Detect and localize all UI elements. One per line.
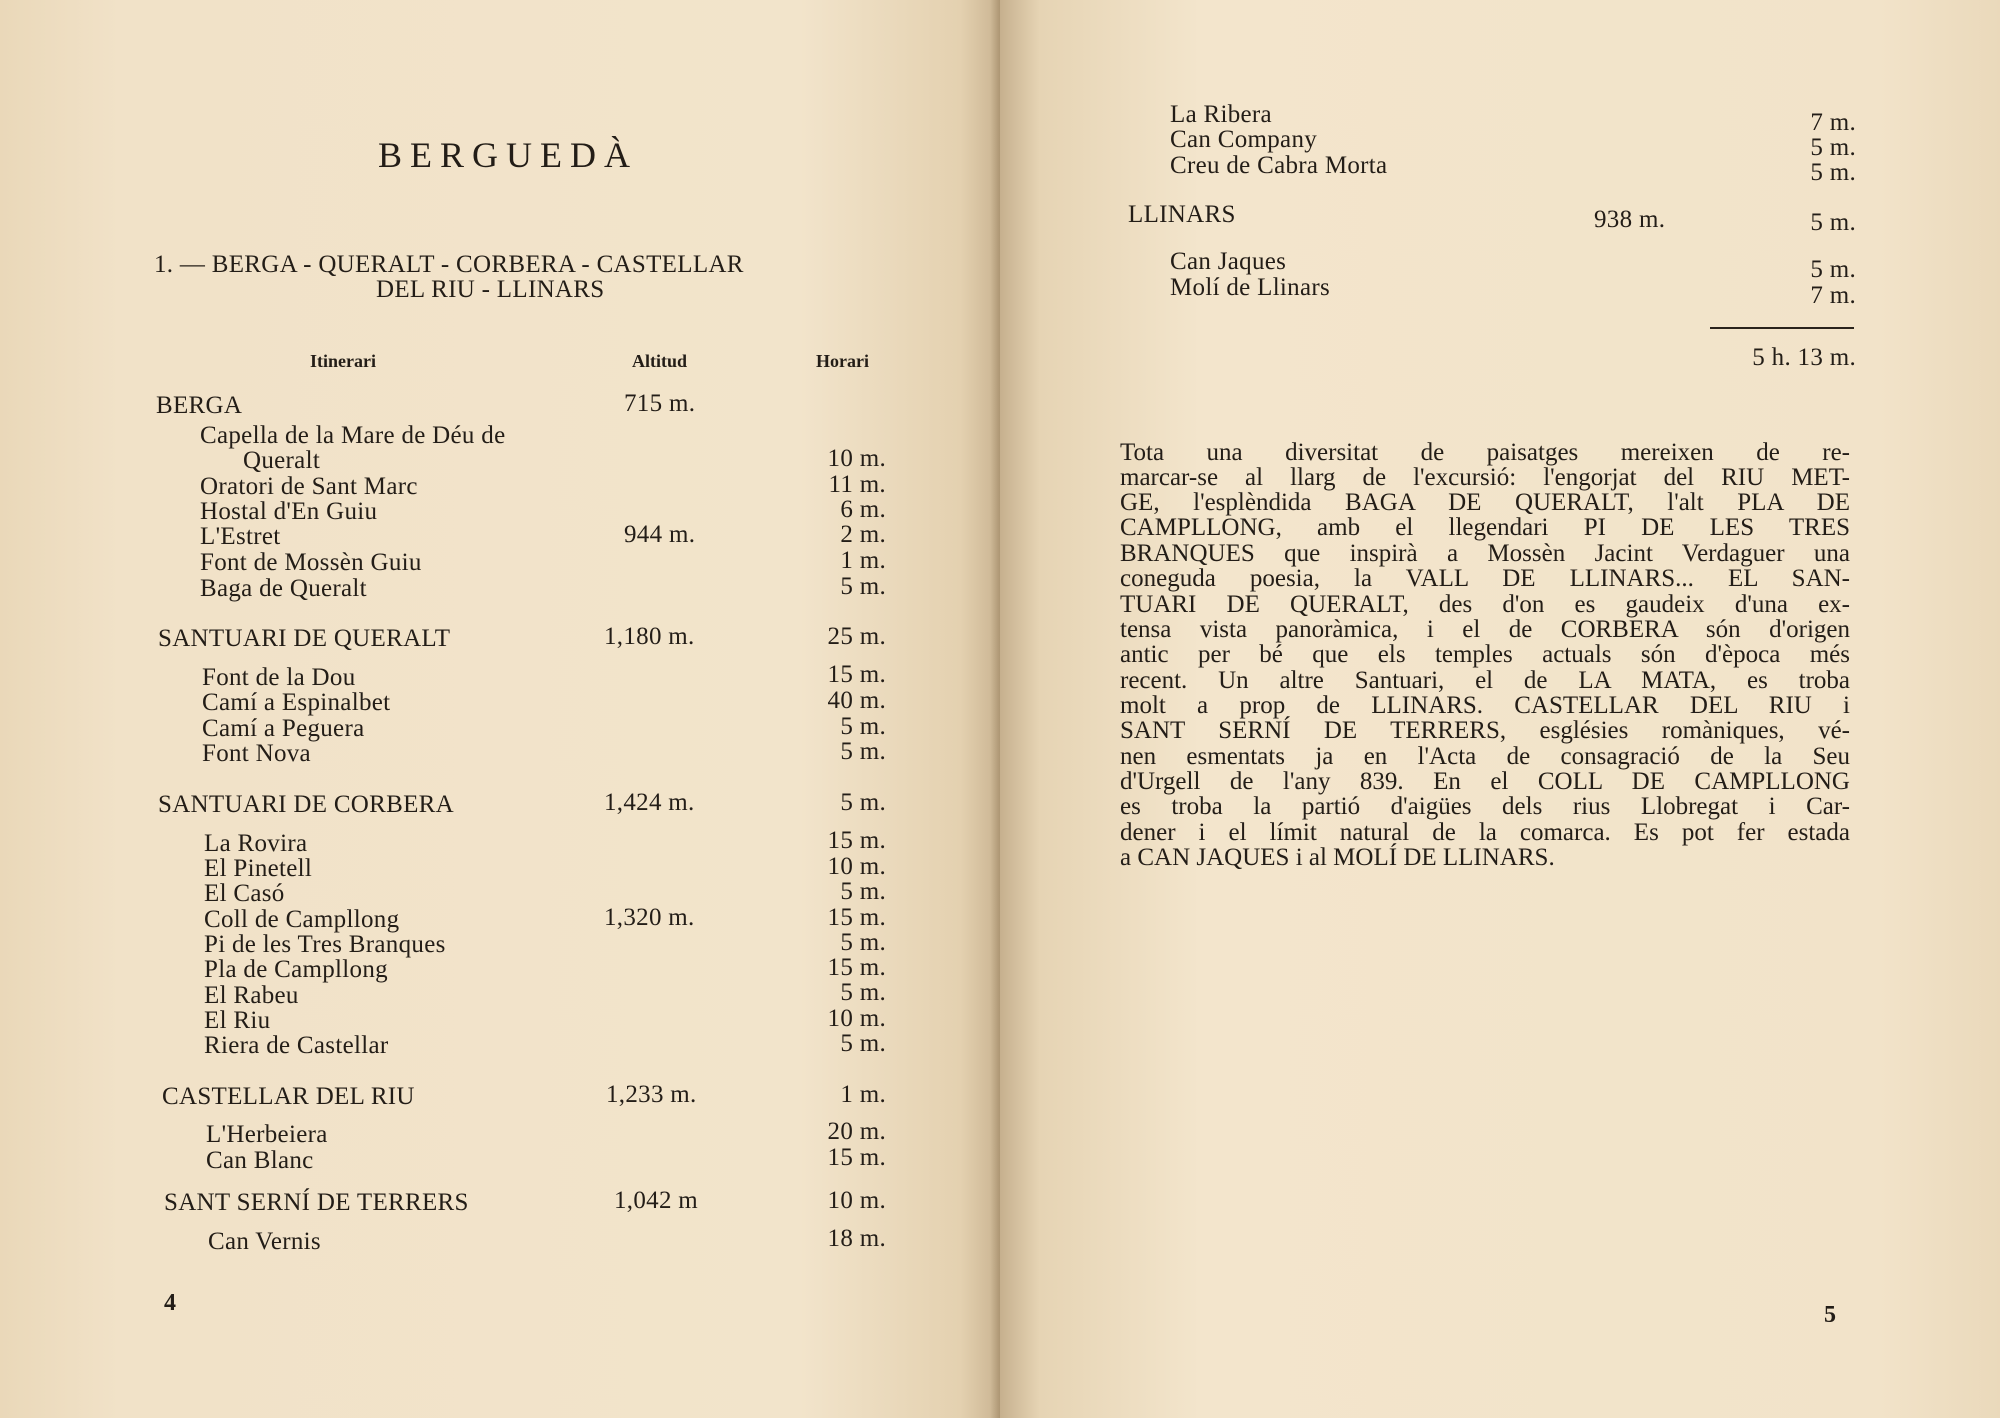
route-title-line-2: DEL RIU - LLINARS (376, 276, 605, 303)
table-row-place: Capella de la Mare de Déu de (200, 422, 506, 449)
paragraph-line: BRANQUES que inspirà a Mossèn Jacint Verdaguer una (1120, 540, 1850, 567)
table-row-place: La Rovira (204, 830, 308, 857)
table-row-time: 5 m. (1810, 159, 1856, 186)
column-header-itinerary: Itinerari (310, 351, 376, 371)
paragraph-line: recent. Un altre Santuari, el de LA MATA, es troba (1120, 667, 1850, 694)
table-row-time: 7 m. (1810, 109, 1856, 136)
table-row-place: Pla de Campllong (204, 956, 388, 983)
table-row-time: 15 m. (827, 904, 886, 931)
table-row-time: 5 m. (1810, 256, 1856, 283)
table-row-time: 5 m. (840, 1030, 886, 1057)
paragraph-line: Tota una diversitat de paisatges mereixen de re- (1120, 439, 1850, 466)
table-row-altitude: 1,180 m. (604, 623, 695, 650)
table-row-time: 1 m. (840, 1081, 886, 1108)
table-row-time: 20 m. (827, 1118, 886, 1145)
table-row-time: 5 m. (840, 979, 886, 1006)
table-row-place: Hostal d'En Guiu (200, 498, 378, 525)
table-row-altitude: 1,233 m. (606, 1081, 697, 1108)
column-header-schedule: Horari (816, 351, 869, 371)
table-row-time: 15 m. (827, 827, 886, 854)
table-row-time: 5 m. (1810, 209, 1856, 236)
table-row-place: Coll de Campllong (204, 906, 400, 933)
table-row-time: 18 m. (827, 1225, 886, 1252)
table-row-place: Creu de Cabra Morta (1170, 152, 1388, 179)
table-row-place: El Rabeu (204, 982, 299, 1009)
table-row-place: LLINARS (1128, 201, 1236, 228)
paragraph-line: TUARI DE QUERALT, des d'on es gaudeix d'una ex- (1120, 591, 1850, 618)
paragraph-line: nen esmentats ja en l'Acta de consagració de la Seu (1120, 743, 1850, 770)
table-row-place: BERGA (156, 392, 243, 419)
table-row-place: Can Company (1170, 126, 1318, 153)
paragraph-line: coneguda poesia, la VALL DE LLINARS... EL SAN- (1120, 565, 1850, 592)
paragraph-line: dener i el límit natural de la comarca. Es pot fer estada (1120, 819, 1850, 846)
table-row-place: La Ribera (1170, 101, 1272, 128)
page-number: 4 (164, 1290, 176, 1316)
table-row-time: 10 m. (827, 853, 886, 880)
table-row-time: 5 m. (840, 929, 886, 956)
paragraph-line: antic per bé que els temples actuals són d'època més (1120, 641, 1850, 668)
table-row-altitude: 1,042 m (614, 1187, 699, 1214)
paragraph-line: GE, l'esplèndida BAGA DE QUERALT, l'alt PLA DE (1120, 489, 1850, 516)
table-row-time: 10 m. (827, 1187, 886, 1214)
table-row-time: 5 m. (840, 738, 886, 765)
table-row-place: El Casó (204, 880, 285, 907)
page-number: 5 (1824, 1302, 1836, 1328)
paragraph-line: d'Urgell de l'any 839. En el COLL DE CAMPLLONG (1120, 768, 1850, 795)
table-row-time: 15 m. (827, 1144, 886, 1171)
table-row-time: 5 m. (840, 573, 886, 600)
table-row-time: 10 m. (827, 1005, 886, 1032)
table-row-place: Can Blanc (206, 1147, 314, 1174)
table-row-place: Camí a Peguera (202, 715, 365, 742)
paragraph-line: a CAN JAQUES i al MOLÍ DE LLINARS. (1120, 844, 1555, 871)
paragraph-line: molt a prop de LLINARS. CASTELLAR DEL RIU i (1120, 692, 1850, 719)
paragraph-line: marcar-se al llarg de l'excursió: l'engorjat del RIU MET- (1120, 464, 1850, 491)
table-row-time: 5 m. (840, 713, 886, 740)
table-row-time: 2 m. (840, 521, 886, 548)
table-row-time: 10 m. (827, 445, 886, 472)
table-row-place: Baga de Queralt (200, 575, 367, 602)
table-row-altitude: 1,320 m. (604, 904, 695, 931)
table-row-time: 7 m. (1810, 282, 1856, 309)
table-row-place: Font Nova (202, 740, 311, 767)
table-row-place: SANT SERNÍ DE TERRERS (164, 1189, 469, 1216)
table-row-time: 11 m. (828, 471, 886, 498)
table-row-place: Molí de Llinars (1170, 274, 1331, 301)
table-row-time: 5 m. (840, 789, 886, 816)
table-row-time: 15 m. (827, 954, 886, 981)
table-row-place: SANTUARI DE CORBERA (158, 791, 454, 818)
table-row-place: Queralt (243, 447, 321, 474)
table-row-place: Can Jaques (1170, 248, 1287, 275)
paragraph-line: CAMPLLONG, amb el llegendari PI DE LES TRES (1120, 514, 1850, 541)
paragraph-line: es troba la partió d'aigües dels rius Llobregat i Car- (1120, 793, 1850, 820)
table-row-place: El Riu (204, 1007, 271, 1034)
table-row-time: 5 m. (1810, 134, 1856, 161)
table-row-place: L'Estret (200, 523, 281, 550)
table-row-place: Camí a Espinalbet (202, 689, 391, 716)
table-row-place: Can Vernis (208, 1228, 321, 1255)
table-row-place: Font de la Dou (202, 664, 356, 691)
table-row-time: 25 m. (827, 623, 886, 650)
table-row-time: 15 m. (827, 661, 886, 688)
table-row-place: Pi de les Tres Branques (204, 931, 446, 958)
table-row-altitude: 715 m. (624, 390, 696, 417)
table-row-altitude: 938 m. (1594, 206, 1666, 233)
table-row-place: El Pinetell (204, 855, 313, 882)
table-row-place: SANTUARI DE QUERALT (158, 625, 451, 652)
table-row-altitude: 1,424 m. (604, 789, 695, 816)
table-row-altitude: 944 m. (624, 521, 696, 548)
total-divider (1710, 327, 1854, 329)
table-row-place: CASTELLAR DEL RIU (162, 1083, 415, 1110)
paragraph-line: SANT SERNÍ DE TERRERS, esglésies romàniques, vé- (1120, 717, 1850, 744)
table-row-place: Oratori de Sant Marc (200, 473, 418, 500)
total-time: 5 h. 13 m. (1752, 344, 1856, 371)
table-row-place: Riera de Castellar (204, 1032, 389, 1059)
column-header-altitude: Altitud (632, 351, 688, 371)
table-row-time: 1 m. (840, 547, 886, 574)
route-title-line-1: 1. — BERGA - QUERALT - CORBERA - CASTELLAR (154, 251, 744, 278)
table-row-place: Font de Mossèn Guiu (200, 549, 422, 576)
table-row-time: 5 m. (840, 878, 886, 905)
paragraph-line: tensa vista panoràmica, i el de CORBERA són d'origen (1120, 616, 1850, 643)
table-row-place: L'Herbeiera (206, 1121, 328, 1148)
table-row-time: 6 m. (840, 496, 886, 523)
right-page (1000, 0, 2000, 1418)
table-row-time: 40 m. (827, 687, 886, 714)
page-title: BERGUEDÀ (378, 135, 638, 175)
